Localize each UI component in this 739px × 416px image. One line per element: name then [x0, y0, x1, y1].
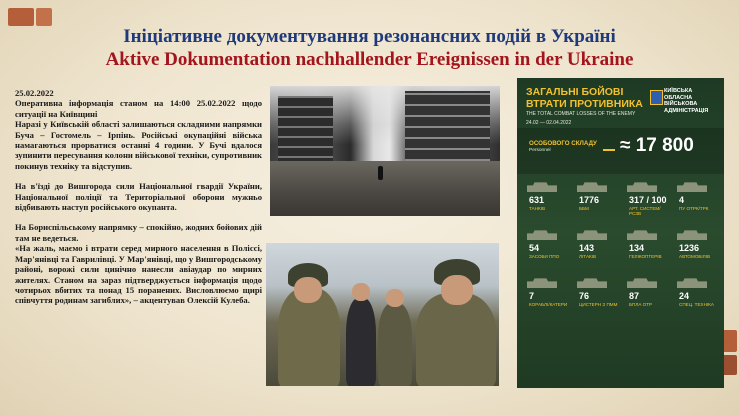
- soldiers-photo: [266, 243, 499, 386]
- destroyed-building-photo: [270, 86, 500, 216]
- military-vehicle-icon: [527, 180, 557, 192]
- loss-value: 87: [629, 291, 640, 301]
- loss-item: [573, 276, 617, 328]
- article-date: 25.02.2022: [15, 88, 54, 98]
- personnel-sublabel: Personnel: [529, 148, 551, 153]
- loss-value: 7: [529, 291, 535, 301]
- military-vehicle-icon: [627, 180, 657, 192]
- loss-value: 1236: [679, 243, 700, 253]
- article-paragraph: Наразі у Київській області залишаються складними напрямки Буча – Гостомель – Ірпінь. Російські окупаційні війська намагаються прорватися останні 4 години. У Бучі вдалося зупинити пересування колони військової техніки, супротивник покинув техніку та відступив.: [15, 119, 262, 171]
- military-vehicle-icon: [627, 228, 657, 240]
- article-paragraph: Оперативна інформація станом на 14:00 25.02.2022 щодо ситуації на Київщині: [15, 98, 262, 119]
- military-vehicle-icon: [677, 276, 707, 288]
- loss-value: 134: [629, 243, 645, 253]
- article-paragraph: На в'їзді до Вишгорода сили Національної гвардії України, Національної поліції та Територіальної оборони мужньо відбивають наступ російського окупанта.: [15, 181, 262, 213]
- combat-losses-infographic: [517, 78, 724, 388]
- loss-label: ЗАСОБИ ППО: [529, 254, 560, 259]
- arrow-icon: [603, 149, 615, 151]
- loss-label: КОРАБЛІ/КАТЕРИ: [529, 302, 568, 307]
- loss-item: [673, 180, 717, 232]
- loss-item: [523, 180, 567, 232]
- page-title-ukrainian: Ініціативне документування резонансних подій в Україні: [123, 26, 616, 47]
- brick-decoration: [36, 8, 52, 26]
- loss-item: [623, 228, 667, 280]
- loss-label: СПЕЦ. ТЕХНІКА: [679, 302, 714, 307]
- loss-label: ТАНКІВ: [529, 206, 546, 211]
- infographic-organization: КИЇВСЬКА ОБЛАСНА ВІЙСЬКОВА АДМІНІСТРАЦІЯ: [664, 88, 709, 114]
- loss-value: 54: [529, 243, 540, 253]
- loss-item: [523, 228, 567, 280]
- loss-label: АРТ. СИСТЕМ/РСЗВ: [629, 206, 661, 217]
- loss-value: 1776: [579, 195, 600, 205]
- military-vehicle-icon: [527, 276, 557, 288]
- military-vehicle-icon: [577, 180, 607, 192]
- loss-item: [573, 228, 617, 280]
- military-vehicle-icon: [627, 276, 657, 288]
- loss-item: [673, 276, 717, 328]
- infographic-subtitle: THE TOTAL COMBAT LOSSES OF THE ENEMY: [526, 111, 636, 117]
- loss-value: 143: [579, 243, 595, 253]
- loss-item: [573, 180, 617, 232]
- page-title-german: Aktive Dokumentation nachhallender Ereignissen in der Ukraine: [105, 49, 634, 70]
- article-text: [15, 88, 262, 306]
- loss-item: [673, 228, 717, 280]
- personnel-label: ОСОБОВОГО СКЛАДУ: [529, 140, 597, 147]
- infographic-title-line2: ВТРАТИ ПРОТИВНИКА: [526, 98, 643, 110]
- military-vehicle-icon: [677, 228, 707, 240]
- loss-item: [623, 180, 667, 232]
- loss-value: 631: [529, 195, 545, 205]
- loss-item: [523, 276, 567, 328]
- article-paragraph: На Бориспільському напрямку – спокійно, жодних бойових дій там не ведеться.: [15, 222, 262, 243]
- loss-value: 4: [679, 195, 685, 205]
- coat-of-arms-icon: [650, 90, 663, 105]
- loss-value: 76: [579, 291, 590, 301]
- personnel-total: ≈ 17 800: [620, 135, 694, 156]
- military-vehicle-icon: [527, 228, 557, 240]
- loss-value: 317 / 100: [629, 195, 667, 205]
- infographic-dates: 24.02 — 02.04.2022: [526, 120, 572, 126]
- loss-label: ЛІТАКІВ: [579, 254, 597, 259]
- infographic-title-line1: ЗАГАЛЬНІ БОЙОВІ: [526, 86, 624, 98]
- article-paragraph: «На жаль, маємо і втрати серед мирного населення в Поліссі, Мар'янівці та Гаврилівці. У Мар'янівці, що у Вишгородському районі, ворожі сили цинічно нанесли авіаудар по мирних жителях. Станом на зараз підтверджується інформація щодо чотирьох вбитих та понад 15 поранених. Висловлюємо щирі співчуття родинам загиблих», – акцентував Олексій Кулеба.: [15, 243, 262, 306]
- military-vehicle-icon: [577, 228, 607, 240]
- loss-label: ПУ ОТРК/ТРК: [679, 206, 709, 211]
- brick-decoration: [8, 8, 34, 26]
- loss-value: 24: [679, 291, 690, 301]
- loss-label: ЦИСТЕРН З ПММ: [579, 302, 618, 307]
- military-vehicle-icon: [577, 276, 607, 288]
- loss-item: [623, 276, 667, 328]
- loss-label: ГЕЛІКОПТЕРІВ: [629, 254, 662, 259]
- loss-label: БПЛА ОТР: [629, 302, 653, 307]
- loss-label: АВТОМОБІЛІВ: [679, 254, 711, 259]
- military-vehicle-icon: [677, 180, 707, 192]
- loss-label: ББМ: [579, 206, 589, 211]
